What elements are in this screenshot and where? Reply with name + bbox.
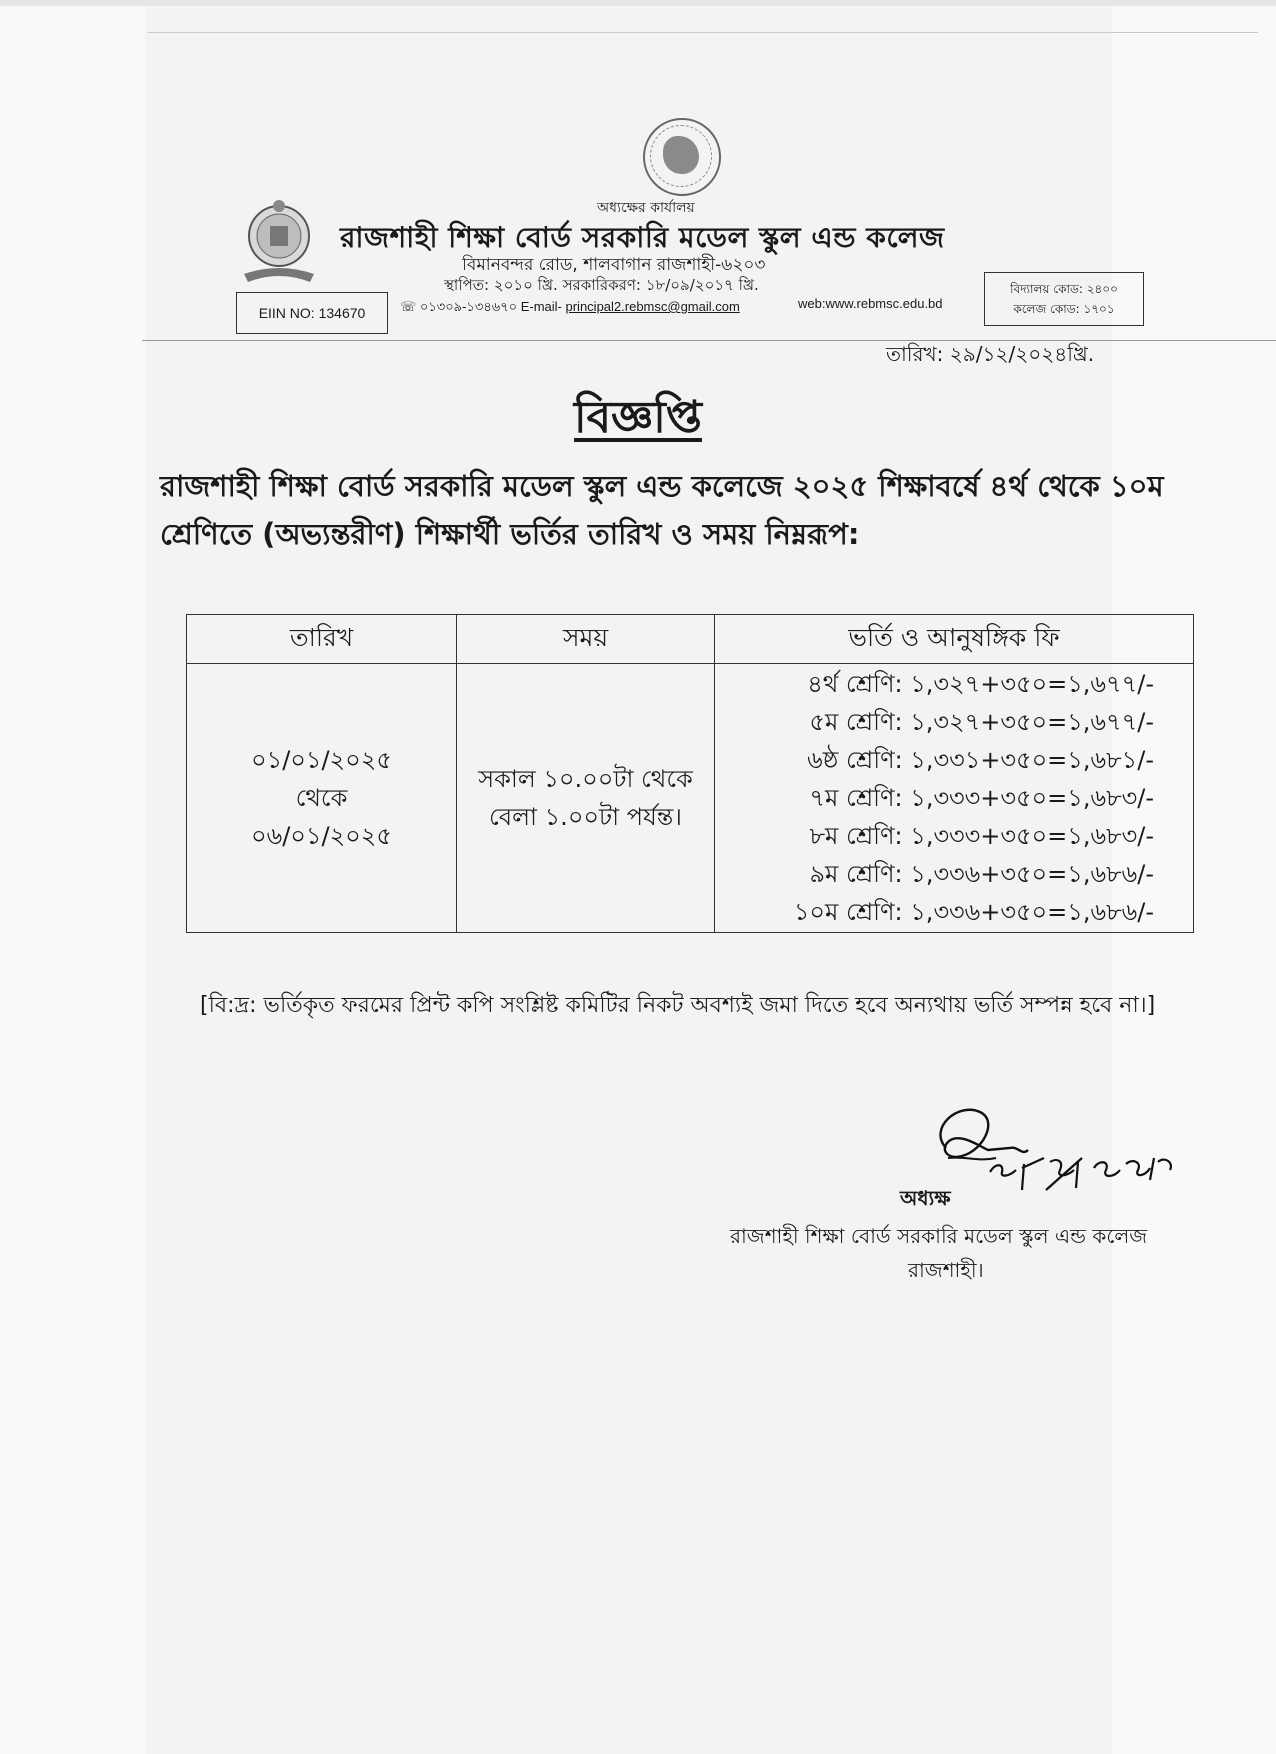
fees-cell [715, 664, 1194, 933]
footnote: [বি:দ্র: ভর্তিকৃত ফরমের প্রিন্ট কপি সংশ্লিষ্ট কমিটির নিকট অবশ্যই জমা দিতে হবে অন্যথায় ভর্তি সম্পন্ন হবে না।] [200, 993, 1156, 1018]
header-date: তারিখ [187, 615, 457, 664]
contact-line [400, 298, 740, 319]
school-name: রাজশাহী শিক্ষা বোর্ড সরকারি মডেল স্কুল এন্ড কলেজ [340, 221, 945, 254]
fee-line: ১০ম শ্রেণি: ১,৩৩৬+৩৫০=১,৬৮৬/- [793, 898, 1154, 926]
handwritten-signature [918, 1098, 1198, 1208]
intro-paragraph: রাজশাহী শিক্ষা বোর্ড সরকারি মডেল স্কুল এন্ড কলেজে ২০২৫ শিক্ষাবর্ষে ৪র্থ থেকে ১০ম শ্রেণিতে (অভ্যন্তরীণ) শিক্ষার্থী ভর্তির তারিখ ও সময় নিম্নরূপ: [160, 469, 1164, 551]
table-row [187, 664, 1194, 933]
time-end: বেলা ১.০০টা পর্যন্ত। [489, 803, 682, 831]
time-cell [457, 664, 715, 933]
code-box [984, 272, 1144, 326]
notice-date: তারিখ: ২৯/১২/২০২৪খ্রি. [886, 342, 1095, 366]
fee-line: ৭ম শ্রেণি: ১,৩৩৩+৩৫০=১,৬৮৩/- [809, 784, 1154, 812]
signatory-title: অধ্যক্ষ [900, 1186, 951, 1210]
email-link[interactable]: principal2.rebmsc@gmail.com [565, 299, 740, 314]
date-end: ০৬/০১/২০২৫ [251, 822, 392, 850]
government-seal-icon [643, 118, 721, 196]
office-label: অধ্যক্ষের কার্যালয় [597, 200, 695, 216]
fee-line: ৫ম শ্রেণি: ১,৩২৭+৩৫০=১,৬৭৭/- [809, 708, 1154, 736]
scan-rule [148, 32, 1258, 33]
scan-edge [0, 0, 1276, 6]
school-code: বিদ্যালয় কোড: ২৪০০ [1010, 282, 1118, 296]
header-fees: ভর্তি ও আনুষঙ্গিক ফি [715, 615, 1194, 664]
website-link[interactable]: web:www.rebmsc.edu.bd [798, 296, 943, 311]
eiin-box: EIIN NO: 134670 [236, 292, 388, 334]
admission-table [186, 614, 1194, 933]
college-code: কলেজ কোড: ১৭০১ [1013, 302, 1115, 316]
date-connector: থেকে [295, 784, 348, 812]
fee-line: ৬ষ্ঠ শ্রেণি: ১,৩৩১+৩৫০=১,৬৮১/- [807, 746, 1154, 774]
date-start: ০১/০১/২০২৫ [251, 746, 392, 774]
school-address: বিমানবন্দর রোড, শালবাগান রাজশাহী-৬২০৩ [462, 255, 766, 275]
header-time: সময় [457, 615, 715, 664]
phone-text: ☏ ০১৩০৯-১৩৪৬৭০ E-mail- [400, 299, 566, 314]
table-header-row [187, 615, 1194, 664]
scan-margin-left [0, 0, 145, 1754]
fee-line: ৮ম শ্রেণি: ১,৩৩৩+৩৫০=১,৬৮৩/- [809, 822, 1154, 850]
established-info: স্থাপিত: ২০১০ খ্রি. সরকারিকরণ: ১৮/০৯/২০১৭ খ্রি. [444, 276, 759, 294]
school-crest-icon [238, 196, 320, 288]
fee-line: ৪র্থ শ্রেণি: ১,৩২৭+৩৫০=১,৬৭৭/- [807, 670, 1154, 698]
date-cell [187, 664, 457, 933]
notice-title [0, 384, 1276, 457]
notice-title-text: বিজ্ঞপ্তি [574, 392, 702, 443]
header-divider [142, 340, 1276, 341]
signatory-city: রাজশাহী। [908, 1258, 984, 1282]
time-start: সকাল ১০.০০টা থেকে [478, 765, 693, 793]
signatory-school: রাজশাহী শিক্ষা বোর্ড সরকারি মডেল স্কুল এন্ড কলেজ [730, 1224, 1148, 1248]
fee-line: ৯ম শ্রেণি: ১,৩৩৬+৩৫০=১,৬৮৬/- [809, 860, 1154, 888]
